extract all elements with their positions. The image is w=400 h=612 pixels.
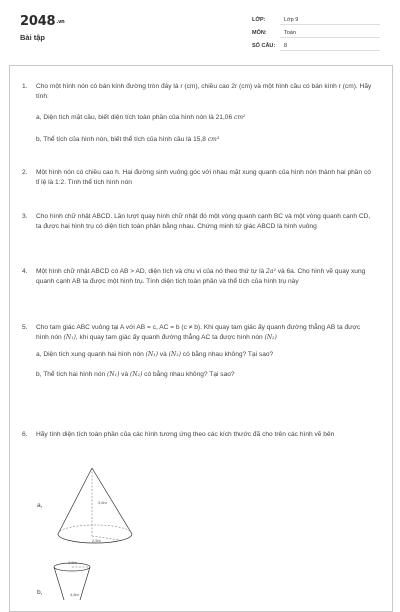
frustum-figure <box>40 558 150 600</box>
question-6: 6. Hãy tính diện tích toàn phần của các hình tương ứng theo các kích thước đã cho trên các hình vẽ bên <box>22 431 335 438</box>
question-1: 1. Cho một hình nón có bán kính đường tròn đáy là r (cm), chiều cao 2r (cm) và một hình cầu có bán kính r (cm). Hãy tính: a, Diện tích mặt cầu, biết diện tích toàn phần của hình nón là 21,06 cm² b, Thể tích của hình nón, biết thể tích của hình cầu là 15,8 cm³ <box>22 83 372 143</box>
question-part-b: b, Thể tích hai hình nón (N₁) và (N₂) có bằng nhau không? Tại sao? <box>36 370 235 378</box>
cone-slant-left <box>58 468 92 534</box>
question-3: 3. Cho hình chữ nhật ABCD. Lần lượt quay hình chữ nhật đó một vòng quanh cạnh BC và một vòng quanh cạnh CD, ta được hai hình trụ có diện tích toàn phần bằng nhau. Chứng minh tứ giác ABCD là hình vuông <box>22 213 371 230</box>
question-4: 4. Một hình chữ nhật ABCD có AB > AD, diện tích và chu vi của nó theo thứ tự là 2a² và 6a. Cho hình vẽ quay xung quanh cạnh AB ta được một hình trụ. Tính diện tích toàn phần và thể tích của hình trụ này <box>22 268 366 285</box>
cone-height-label: 3,6m <box>98 500 107 505</box>
figure-b-label: b, <box>37 589 43 596</box>
frustum-side-right <box>80 567 90 600</box>
frustum-top-label: 1,8m <box>68 560 77 565</box>
cone-base-back <box>58 525 132 534</box>
document-type: Bài tập <box>20 33 46 42</box>
question-part-b: b, Thể tích của hình nón, biết thể tích của hình cầu là 15,8 cm³ <box>36 135 220 143</box>
page-header: 2048.vn Bài tập LỚP: Lớp 9 MÔN: Toán SỐ CÂU: 8 <box>0 0 400 60</box>
question-part-a: a, Diện tích xung quanh hai hình nón (N₁) và (N₂) có bằng nhau không? Tại sao? <box>36 351 274 359</box>
question-2: 2. Một hình nón có chiều cao h. Hai đường sinh vuông góc với nhau mặt xung quanh của hình nón thành hai phần có tỉ lệ là 1:2. Tính thể tích hình nón <box>22 169 371 186</box>
figure-a-label: a, <box>37 502 43 509</box>
question-text: Cho một hình nón có bán kính đường tròn đáy là r (cm), chiều cao 2r (cm) và một hình cầu có bán kính r (cm). Hãy tính: <box>36 83 372 100</box>
cone-radius-label: 2,5m <box>92 538 101 543</box>
frustum-side-label: 4,8m <box>70 592 79 597</box>
question-5: 5. Cho tam giác ABC vuông tại A với AB = c, AC = b (c ≠ b). Khi quay tam giác ấy quanh đường thẳng AB ta được hình nón (N₁), khi quay tam giác ấy quanh đường thẳng AC ta được hình nón (N₂) a, Diện tích xung quanh hai hình nón (N₁) và (N₂) có bằng nhau không? Tại sao? b, Thể tích hai hình nón (N₁) và (N₂) có bằng nhau không? Tại sao? <box>22 323 372 379</box>
frustum-side-left <box>54 567 64 600</box>
question-part-a: a, Diện tích mặt cầu, biết diện tích toàn phần của hình nón là 21,06 cm² <box>36 114 246 122</box>
site-logo[interactable]: 2048.vn <box>20 14 65 29</box>
cone-figure <box>40 460 150 552</box>
